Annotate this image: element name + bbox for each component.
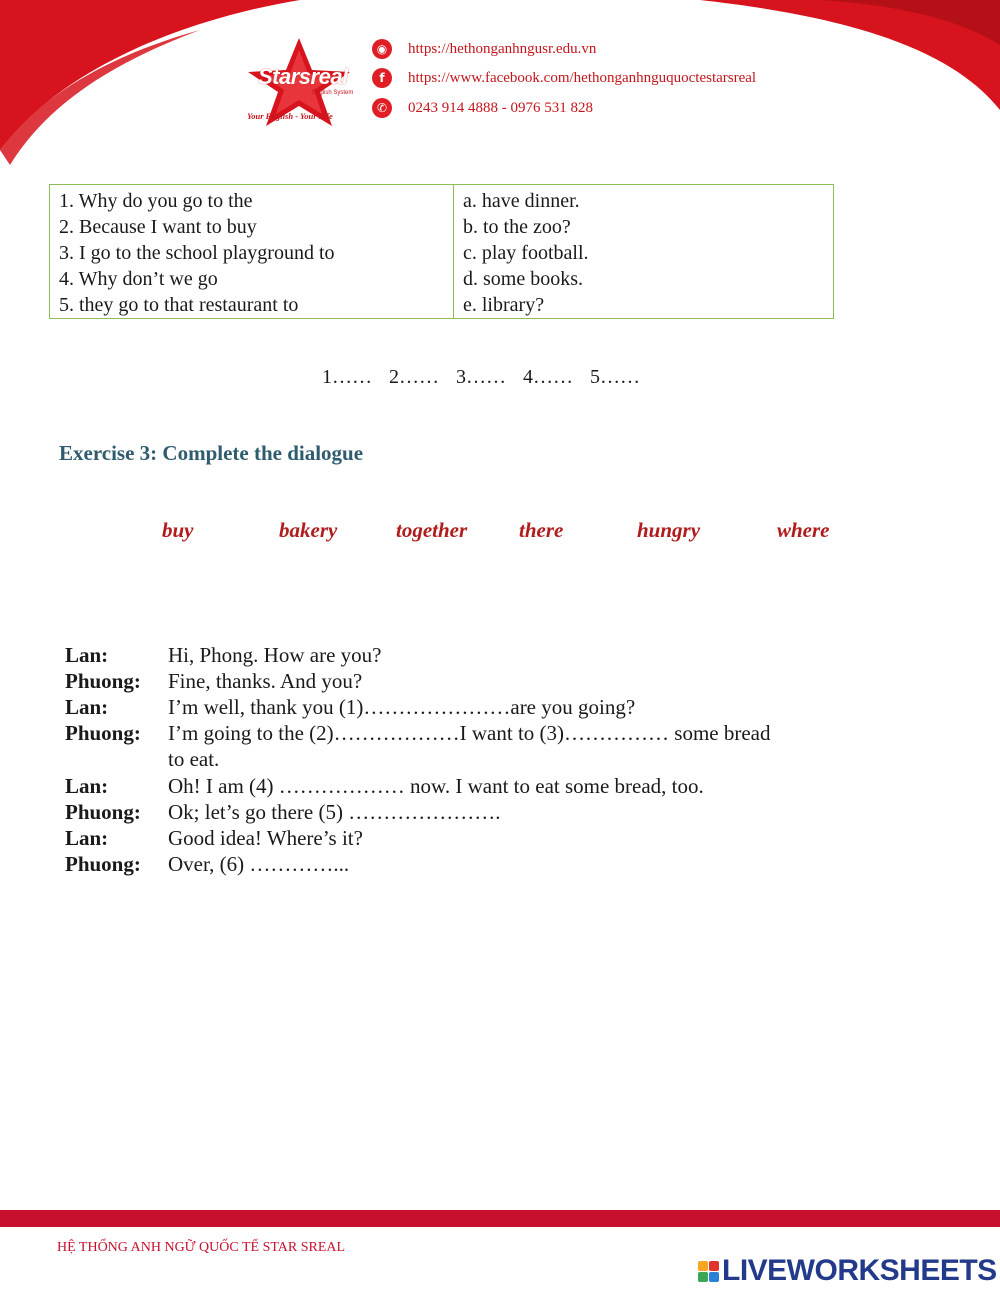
speaker-label: Phuong:	[65, 669, 141, 693]
footer-bar	[0, 1210, 1000, 1227]
left-item-1: 1. Why do you go to the	[59, 190, 253, 212]
left-item-2: 2. Because I want to buy	[59, 216, 257, 238]
right-item-e: e. library?	[463, 294, 545, 316]
right-item-d: d. some books.	[463, 268, 583, 290]
phone-icon: ✆	[372, 98, 392, 118]
dialogue-line: Fine, thanks. And you?	[168, 669, 363, 693]
dialogue-line-blank-1[interactable]: I’m well, thank you (1)…………………are you going?	[168, 695, 636, 719]
website-link[interactable]: https://hethonganhngusr.edu.vn	[408, 40, 597, 57]
matching-left-column	[50, 185, 454, 319]
footer-text: HỆ THỐNG ANH NGỮ QUỐC TẾ STAR SREAL	[57, 1240, 346, 1255]
dialogue-line-blank-5[interactable]: Ok; let’s go there (5) ………………….	[168, 800, 501, 824]
matching-table	[49, 184, 834, 319]
dialogue-line: Good idea! Where’s it?	[168, 826, 363, 850]
speaker-label: Phuong:	[65, 721, 141, 745]
contact-phone	[372, 97, 593, 119]
left-item-5: 5. they go to that restaurant to	[59, 294, 299, 316]
word-bank-bakery: bakery	[279, 518, 338, 542]
dialogue-line-blank-6[interactable]: Over, (6) …………...	[168, 852, 350, 876]
liveworksheets-blocks-icon	[698, 1261, 719, 1282]
word-bank-together: together	[396, 518, 468, 542]
matching-answer-blanks[interactable]: 1…… 2…… 3…… 4…… 5……	[322, 366, 640, 388]
header-swoosh	[0, 0, 1000, 180]
word-bank-buy: buy	[162, 518, 194, 542]
word-bank-there: there	[519, 518, 564, 542]
facebook-link[interactable]: https://www.facebook.com/hethonganhnguquoctestarsreal	[408, 69, 757, 86]
speaker-label: Phuong:	[65, 800, 141, 824]
phone-numbers: 0243 914 4888 - 0976 531 828	[408, 99, 593, 116]
speaker-label: Phuong:	[65, 852, 141, 876]
globe-icon: ◉	[372, 39, 392, 59]
logo-subtext: English System	[312, 90, 354, 96]
liveworksheets-logo[interactable]	[698, 1254, 997, 1288]
speaker-label: Lan:	[65, 774, 109, 798]
contact-website[interactable]	[372, 38, 596, 60]
matching-right-column	[454, 185, 834, 319]
exercise-3-title: Exercise 3: Complete the dialogue	[59, 441, 364, 465]
dialogue-line: Hi, Phong. How are you?	[168, 643, 382, 667]
speaker-label: Lan:	[65, 695, 109, 719]
word-bank-where: where	[777, 518, 830, 542]
dialogue-line: to eat.	[168, 747, 220, 771]
left-item-3: 3. I go to the school playground to	[59, 242, 335, 264]
contact-facebook[interactable]	[372, 67, 756, 89]
logo-text: Starsreal	[258, 64, 348, 89]
left-item-4: 4. Why don’t we go	[59, 268, 218, 290]
right-item-c: c. play football.	[463, 242, 589, 264]
dialogue-line-blank-4[interactable]: Oh! I am (4) ……………… now. I want to eat some bread, too.	[168, 774, 704, 798]
logo-slogan: Your English - Your Life	[247, 111, 333, 121]
speaker-label: Lan:	[65, 826, 109, 850]
liveworksheets-text: LIVEWORKSHEETS	[722, 1254, 997, 1287]
dialogue-line-blank-2-3[interactable]: I’m going to the (2)………………I want to (3)…………… some bread	[168, 721, 771, 745]
facebook-icon: f	[372, 68, 392, 88]
right-item-b: b. to the zoo?	[463, 216, 571, 238]
speaker-label: Lan:	[65, 643, 109, 667]
word-bank-hungry: hungry	[637, 518, 701, 542]
right-item-a: a. have dinner.	[463, 190, 580, 212]
